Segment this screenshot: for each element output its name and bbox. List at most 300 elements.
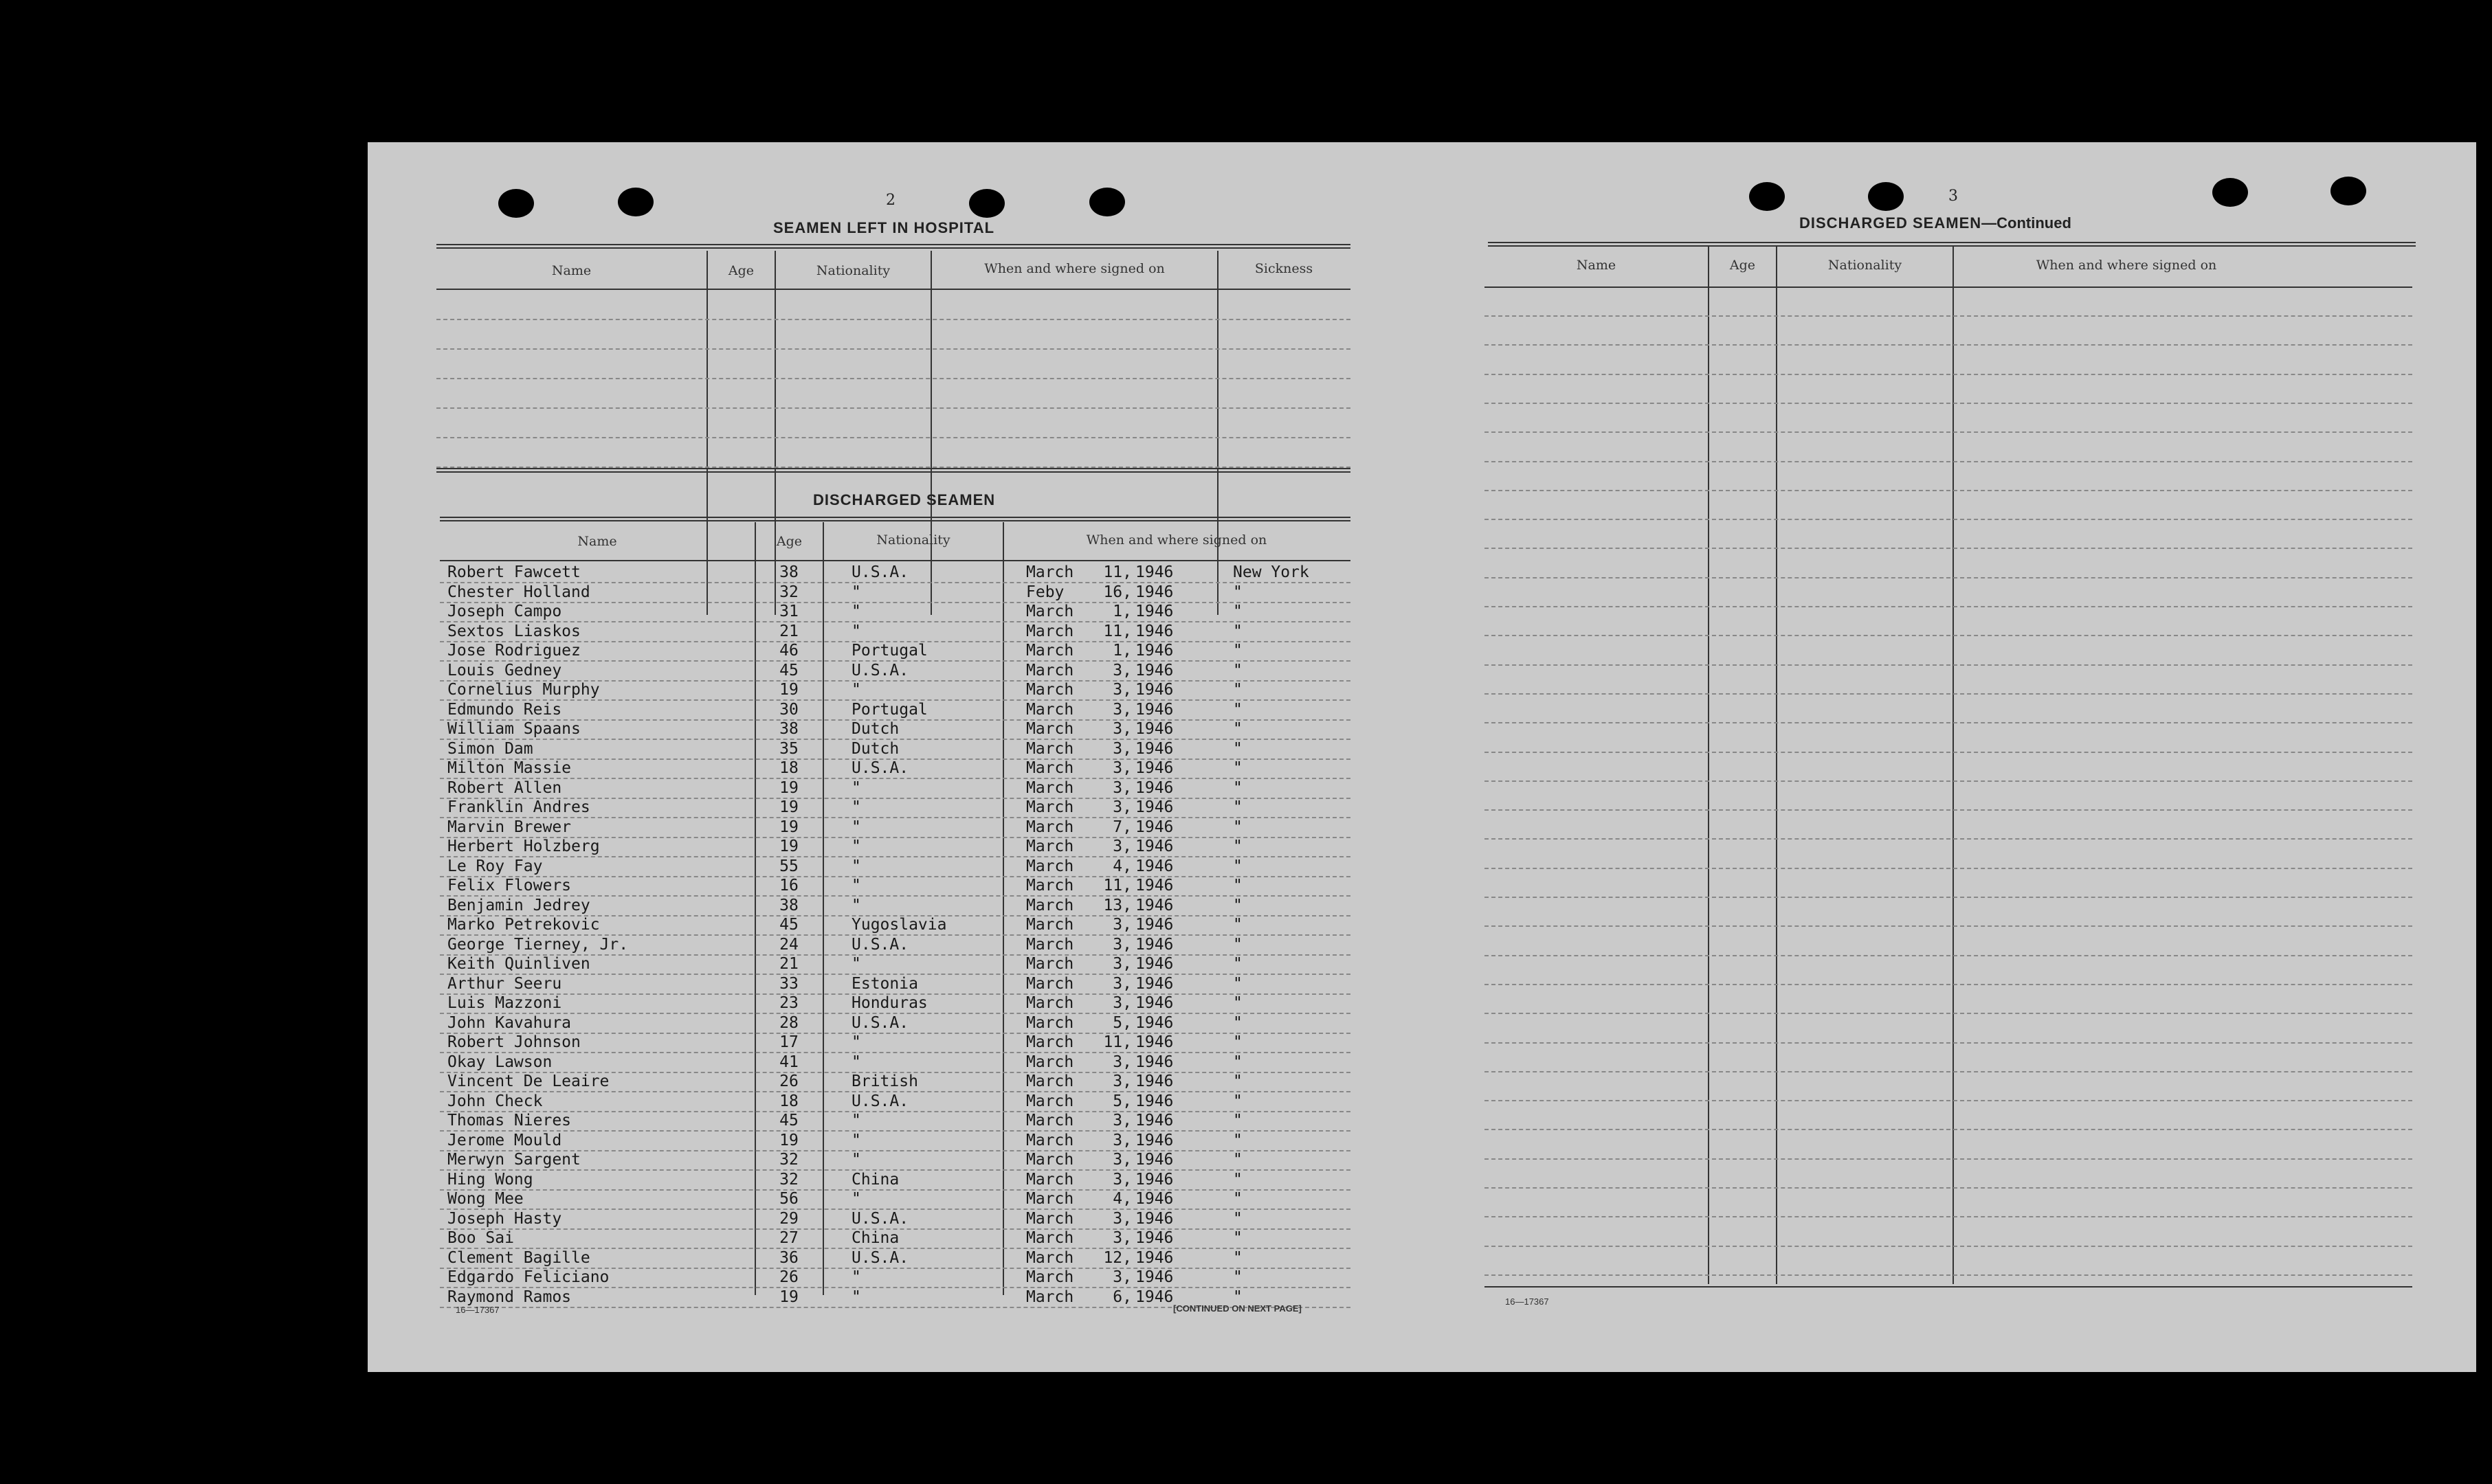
header-rule	[436, 244, 1350, 249]
row-port: "	[1233, 1248, 1243, 1267]
row-name: Raymond Ramos	[447, 1288, 572, 1306]
row-day: 3,	[1113, 798, 1132, 816]
row-year: 1946	[1135, 642, 1174, 660]
row-day: 3,	[1113, 837, 1132, 855]
blank-row-line	[1484, 490, 2412, 491]
row-nationality: "	[852, 681, 861, 699]
row-year: 1946	[1135, 1092, 1174, 1110]
row-month: March	[1026, 1013, 1074, 1032]
row-age: 45	[779, 661, 799, 679]
row-age: 21	[779, 955, 799, 973]
row-port: "	[1233, 1190, 1243, 1208]
row-age: 26	[779, 1072, 799, 1090]
blank-row-line	[1484, 519, 2412, 520]
header-rule	[436, 289, 1350, 290]
row-month: March	[1026, 1151, 1074, 1169]
age-column	[775, 563, 803, 1307]
row-day: 3,	[1113, 700, 1132, 719]
row-month: March	[1026, 603, 1074, 620]
blank-row-line	[1484, 780, 2412, 782]
row-name: Marvin Brewer	[447, 818, 572, 836]
row-port: "	[1233, 1131, 1243, 1149]
row-port: "	[1233, 974, 1243, 993]
row-age: 27	[779, 1229, 799, 1247]
row-name: Herbert Holzberg	[447, 837, 600, 855]
column-divider	[823, 522, 824, 1295]
row-month: March	[1026, 1053, 1074, 1071]
row-nationality: "	[852, 778, 861, 797]
blank-row-line	[1484, 693, 2412, 695]
blank-row-line	[1484, 897, 2412, 898]
column-divider	[1003, 522, 1004, 1295]
row-name: Le Roy Fay	[447, 857, 543, 875]
punch-hole	[498, 189, 534, 218]
row-month: March	[1026, 661, 1074, 679]
title-text: DISCHARGED SEAMEN	[1799, 214, 1982, 232]
row-day: 3,	[1113, 974, 1132, 993]
row-day: 3,	[1113, 720, 1132, 738]
row-nationality: U.S.A.	[852, 1092, 909, 1110]
row-name: Robert Johnson	[447, 1033, 581, 1051]
blank-row-line	[1484, 374, 2412, 375]
row-month: March	[1026, 994, 1074, 1012]
row-year: 1946	[1135, 798, 1174, 816]
row-name: Arthur Seeru	[447, 974, 562, 993]
row-age: 19	[779, 778, 799, 797]
row-nationality: Dutch	[852, 720, 900, 738]
row-day: 3,	[1113, 661, 1132, 679]
row-day: 4,	[1113, 1190, 1132, 1208]
title-suffix: —Continued	[1981, 214, 2071, 232]
row-name: Cornelius Murphy	[447, 681, 600, 699]
row-day: 3,	[1113, 1209, 1132, 1228]
row-age: 18	[779, 759, 799, 777]
row-month: March	[1026, 622, 1074, 640]
blank-row-line	[1484, 809, 2412, 811]
row-port: "	[1233, 935, 1243, 954]
row-day: 3,	[1113, 1229, 1132, 1247]
row-year: 1946	[1135, 1248, 1174, 1267]
row-year: 1946	[1135, 916, 1174, 934]
row-name: Clement Bagille	[447, 1248, 590, 1267]
row-day: 5,	[1113, 1013, 1132, 1032]
row-port: "	[1233, 1229, 1243, 1247]
row-port: "	[1233, 622, 1243, 640]
blank-row-line	[1484, 868, 2412, 869]
row-month: March	[1026, 720, 1074, 738]
row-name: Thomas Nieres	[447, 1112, 572, 1129]
row-day: 1,	[1113, 603, 1132, 620]
row-day: 4,	[1113, 857, 1132, 875]
column-header: When and where signed on	[2036, 258, 2217, 273]
row-age: 19	[779, 1131, 799, 1149]
row-port: "	[1233, 877, 1243, 895]
month-column	[1026, 563, 1073, 1307]
blank-row-line	[1484, 344, 2412, 346]
row-port: "	[1233, 955, 1243, 973]
column-header: When and where signed on	[1086, 532, 1267, 548]
row-port: "	[1233, 1092, 1243, 1110]
row-name: Franklin Andres	[447, 798, 590, 816]
row-year: 1946	[1135, 1112, 1174, 1129]
blank-row-line	[1484, 955, 2412, 956]
row-day: 11,	[1103, 1033, 1132, 1051]
row-nationality: "	[852, 798, 861, 816]
row-day: 3,	[1113, 1170, 1132, 1189]
year-column	[1135, 563, 1173, 1307]
row-name: John Kavahura	[447, 1013, 572, 1032]
blank-row-line	[1484, 1071, 2412, 1072]
row-name: Edmundo Reis	[447, 700, 562, 719]
blank-row-line	[1484, 1042, 2412, 1044]
column-header: Age	[1729, 258, 1756, 273]
row-month: March	[1026, 877, 1074, 895]
row-nationality: "	[852, 622, 861, 640]
name-column	[447, 563, 628, 1307]
hospital-section-title: SEAMEN LEFT IN HOSPITAL	[773, 219, 995, 236]
row-port: "	[1233, 818, 1243, 836]
row-age: 19	[779, 818, 799, 836]
row-port: "	[1233, 896, 1243, 914]
row-nationality: "	[852, 877, 861, 895]
row-year: 1946	[1135, 739, 1174, 758]
section-rule	[436, 468, 1350, 473]
row-month: March	[1026, 1072, 1074, 1090]
row-year: 1946	[1135, 563, 1174, 581]
row-day: 3,	[1113, 1072, 1132, 1090]
row-nationality: "	[852, 583, 861, 601]
blank-row-line	[1484, 984, 2412, 985]
row-name: Sextos Liaskos	[447, 622, 581, 640]
row-port: "	[1233, 1209, 1243, 1228]
row-year: 1946	[1135, 583, 1174, 601]
row-nationality: "	[852, 1190, 861, 1208]
row-year: 1946	[1135, 1190, 1174, 1208]
row-month: March	[1026, 563, 1074, 581]
row-nationality: "	[852, 818, 861, 836]
page-number: 3	[1948, 188, 1958, 205]
blank-row-line	[1484, 664, 2412, 666]
row-age: 33	[779, 974, 799, 993]
row-month: March	[1026, 916, 1074, 934]
row-age: 31	[779, 603, 799, 620]
row-age: 19	[779, 798, 799, 816]
row-name: Robert Fawcett	[447, 563, 581, 581]
row-age: 28	[779, 1013, 799, 1032]
row-nationality: "	[852, 603, 861, 620]
row-month: March	[1026, 1209, 1074, 1228]
row-year: 1946	[1135, 1288, 1174, 1306]
row-year: 1946	[1135, 1209, 1174, 1228]
row-year: 1946	[1135, 935, 1174, 954]
continued-section-title	[1799, 214, 2071, 232]
row-name: Vincent De Leaire	[447, 1072, 610, 1090]
row-day: 11,	[1103, 622, 1132, 640]
row-name: Jerome Mould	[447, 1131, 562, 1149]
row-port: "	[1233, 1112, 1243, 1129]
row-nationality: "	[852, 896, 861, 914]
column-header: Nationality	[876, 532, 950, 548]
row-nationality: Portugal	[852, 700, 928, 719]
column-header: Nationality	[816, 263, 891, 278]
row-name: Wong Mee	[447, 1190, 524, 1208]
row-age: 45	[779, 1112, 799, 1129]
row-name: Louis Gedney	[447, 661, 562, 679]
blank-row-line	[1484, 1246, 2412, 1247]
punch-hole	[1089, 188, 1125, 216]
row-port: New York	[1233, 563, 1309, 581]
blank-row-line	[1484, 925, 2412, 927]
row-month: March	[1026, 1248, 1074, 1267]
row-month: March	[1026, 935, 1074, 954]
row-month: March	[1026, 818, 1074, 836]
row-day: 3,	[1113, 1151, 1132, 1169]
row-day: 5,	[1113, 1092, 1132, 1110]
row-port: "	[1233, 916, 1243, 934]
row-month: March	[1026, 681, 1074, 699]
row-nationality: China	[852, 1170, 900, 1189]
blank-row-line	[436, 348, 1350, 350]
punch-hole	[2212, 178, 2248, 207]
column-header: Nationality	[1827, 258, 1902, 273]
column-header: Age	[776, 534, 803, 549]
row-port: "	[1233, 739, 1243, 758]
row-month: March	[1026, 955, 1074, 973]
row-name: Keith Quinliven	[447, 955, 590, 973]
row-month: March	[1026, 1033, 1074, 1051]
row-day: 3,	[1113, 681, 1132, 699]
row-port: "	[1233, 1268, 1243, 1286]
row-nationality: "	[852, 857, 861, 875]
row-port: "	[1233, 681, 1243, 699]
row-month: March	[1026, 642, 1074, 660]
row-day: 3,	[1113, 1268, 1132, 1286]
row-nationality: "	[852, 1033, 861, 1051]
row-day: 3,	[1113, 1112, 1132, 1129]
row-port: "	[1233, 1170, 1243, 1189]
row-nationality: Estonia	[852, 974, 918, 993]
row-month: March	[1026, 1170, 1074, 1189]
row-nationality: "	[852, 837, 861, 855]
row-nationality: U.S.A.	[852, 1209, 909, 1228]
header-rule	[1488, 242, 2416, 247]
row-nationality: Yugoslavia	[852, 916, 947, 934]
row-day: 3,	[1113, 916, 1132, 934]
column-header: Age	[728, 263, 755, 278]
row-day: 3,	[1113, 739, 1132, 758]
bottom-rule	[1484, 1286, 2412, 1288]
blank-row-line	[1484, 1158, 2412, 1160]
row-day: 3,	[1113, 994, 1132, 1012]
blank-row-line	[1484, 635, 2412, 636]
row-name: Hing Wong	[447, 1170, 533, 1189]
row-nationality: "	[852, 1112, 861, 1129]
blank-row-line	[1484, 1013, 2412, 1014]
row-year: 1946	[1135, 1053, 1174, 1071]
punch-hole	[1868, 182, 1904, 211]
row-year: 1946	[1135, 1033, 1174, 1051]
row-nationality: U.S.A.	[852, 563, 909, 581]
row-year: 1946	[1135, 837, 1174, 855]
blank-row-line	[1484, 548, 2412, 549]
row-age: 21	[779, 622, 799, 640]
blank-row-line	[1484, 1187, 2412, 1189]
row-nationality: "	[852, 1288, 861, 1306]
row-month: March	[1026, 739, 1074, 758]
row-year: 1946	[1135, 603, 1174, 620]
row-year: 1946	[1135, 700, 1174, 719]
row-year: 1946	[1135, 622, 1174, 640]
row-name: Jose Rodriguez	[447, 642, 581, 660]
blank-row-line	[436, 437, 1350, 438]
row-month: March	[1026, 857, 1074, 875]
row-month: March	[1026, 1092, 1074, 1110]
row-nationality: "	[852, 1053, 861, 1071]
row-year: 1946	[1135, 1151, 1174, 1169]
row-day: 16,	[1103, 583, 1132, 601]
column-header: Sickness	[1254, 261, 1313, 276]
row-age: 16	[779, 877, 799, 895]
row-month: March	[1026, 1112, 1074, 1129]
row-day: 12,	[1103, 1248, 1132, 1267]
row-port: "	[1233, 1151, 1243, 1169]
row-age: 29	[779, 1209, 799, 1228]
row-port: "	[1233, 700, 1243, 719]
row-month: March	[1026, 896, 1074, 914]
row-age: 32	[779, 583, 799, 601]
blank-row-line	[1484, 403, 2412, 404]
blank-row-line	[1484, 1129, 2412, 1130]
column-header: When and where signed on	[984, 261, 1165, 276]
row-name: Felix Flowers	[447, 877, 572, 895]
row-day: 7,	[1113, 818, 1132, 836]
row-year: 1946	[1135, 994, 1174, 1012]
row-port: "	[1233, 1033, 1243, 1051]
row-port: "	[1233, 759, 1243, 777]
row-year: 1946	[1135, 1229, 1174, 1247]
discharged-section-title: DISCHARGED SEAMEN	[813, 491, 996, 508]
blank-row-line	[1484, 722, 2412, 723]
row-year: 1946	[1135, 857, 1174, 875]
row-year: 1946	[1135, 720, 1174, 738]
row-name: Chester Holland	[447, 583, 590, 601]
row-month: March	[1026, 700, 1074, 719]
row-age: 41	[779, 1053, 799, 1071]
blank-row-line	[1484, 431, 2412, 433]
row-port: "	[1233, 1072, 1243, 1090]
row-year: 1946	[1135, 1131, 1174, 1149]
row-year: 1946	[1135, 778, 1174, 797]
row-port: "	[1233, 1013, 1243, 1032]
row-age: 24	[779, 935, 799, 954]
row-name: George Tierney, Jr.	[447, 935, 629, 954]
row-month: March	[1026, 1131, 1074, 1149]
row-day: 11,	[1103, 877, 1132, 895]
row-year: 1946	[1135, 681, 1174, 699]
row-name: John Check	[447, 1092, 543, 1110]
continued-note: [CONTINUED ON NEXT PAGE]	[1173, 1303, 1302, 1314]
row-port: "	[1233, 720, 1243, 738]
row-name: William Spaans	[447, 720, 581, 738]
row-day: 3,	[1113, 1131, 1132, 1149]
blank-row-line	[1484, 461, 2412, 462]
row-nationality: U.S.A.	[852, 1013, 909, 1032]
row-name: Edgardo Feliciano	[447, 1268, 610, 1286]
day-column	[1091, 563, 1132, 1307]
row-nationality: U.S.A.	[852, 935, 909, 954]
row-nationality: China	[852, 1229, 900, 1247]
punch-hole	[2330, 177, 2366, 205]
row-age: 55	[779, 857, 799, 875]
row-day: 3,	[1113, 1053, 1132, 1071]
punch-hole	[1749, 182, 1785, 211]
blank-row-line	[1484, 1100, 2412, 1101]
row-nationality: U.S.A.	[852, 661, 909, 679]
blank-row-line	[1484, 606, 2412, 607]
row-name: Benjamin Jedrey	[447, 896, 590, 914]
row-month: March	[1026, 837, 1074, 855]
row-name: Joseph Campo	[447, 603, 562, 620]
row-port: "	[1233, 994, 1243, 1012]
row-name: Simon Dam	[447, 739, 533, 758]
header-rule	[440, 560, 1350, 561]
row-age: 32	[779, 1170, 799, 1189]
row-nationality: U.S.A.	[852, 1248, 909, 1267]
header-rule	[1484, 286, 2412, 288]
punch-hole	[969, 189, 1005, 218]
row-day: 3,	[1113, 955, 1132, 973]
row-age: 30	[779, 700, 799, 719]
row-port: "	[1233, 837, 1243, 855]
row-port: "	[1233, 642, 1243, 660]
blank-row-line	[1484, 752, 2412, 753]
row-year: 1946	[1135, 1013, 1174, 1032]
row-name: Okay Lawson	[447, 1053, 553, 1071]
row-age: 36	[779, 1248, 799, 1267]
row-age: 32	[779, 1151, 799, 1169]
row-age: 38	[779, 896, 799, 914]
row-nationality: Portugal	[852, 642, 928, 660]
row-day: 11,	[1103, 563, 1132, 581]
row-age: 19	[779, 1288, 799, 1306]
row-nationality: Honduras	[852, 994, 928, 1012]
column-header: Name	[577, 534, 617, 549]
blank-row-line	[1484, 1274, 2412, 1276]
row-year: 1946	[1135, 877, 1174, 895]
row-month: March	[1026, 778, 1074, 797]
row-month: March	[1026, 974, 1074, 993]
row-age: 45	[779, 916, 799, 934]
row-month: March	[1026, 798, 1074, 816]
row-year: 1946	[1135, 955, 1174, 973]
row-age: 35	[779, 739, 799, 758]
row-nationality: "	[852, 1131, 861, 1149]
row-name: Joseph Hasty	[447, 1209, 562, 1228]
row-age: 56	[779, 1190, 799, 1208]
row-name: Merwyn Sargent	[447, 1151, 581, 1169]
row-month: March	[1026, 1190, 1074, 1208]
blank-row-line	[1484, 1216, 2412, 1217]
column-divider	[755, 522, 756, 1295]
row-nationality: Dutch	[852, 739, 900, 758]
row-age: 38	[779, 720, 799, 738]
row-year: 1946	[1135, 759, 1174, 777]
row-name: Robert Allen	[447, 778, 562, 797]
row-month: Feby	[1026, 583, 1065, 601]
row-port: "	[1233, 798, 1243, 816]
row-age: 23	[779, 994, 799, 1012]
row-age: 38	[779, 563, 799, 581]
